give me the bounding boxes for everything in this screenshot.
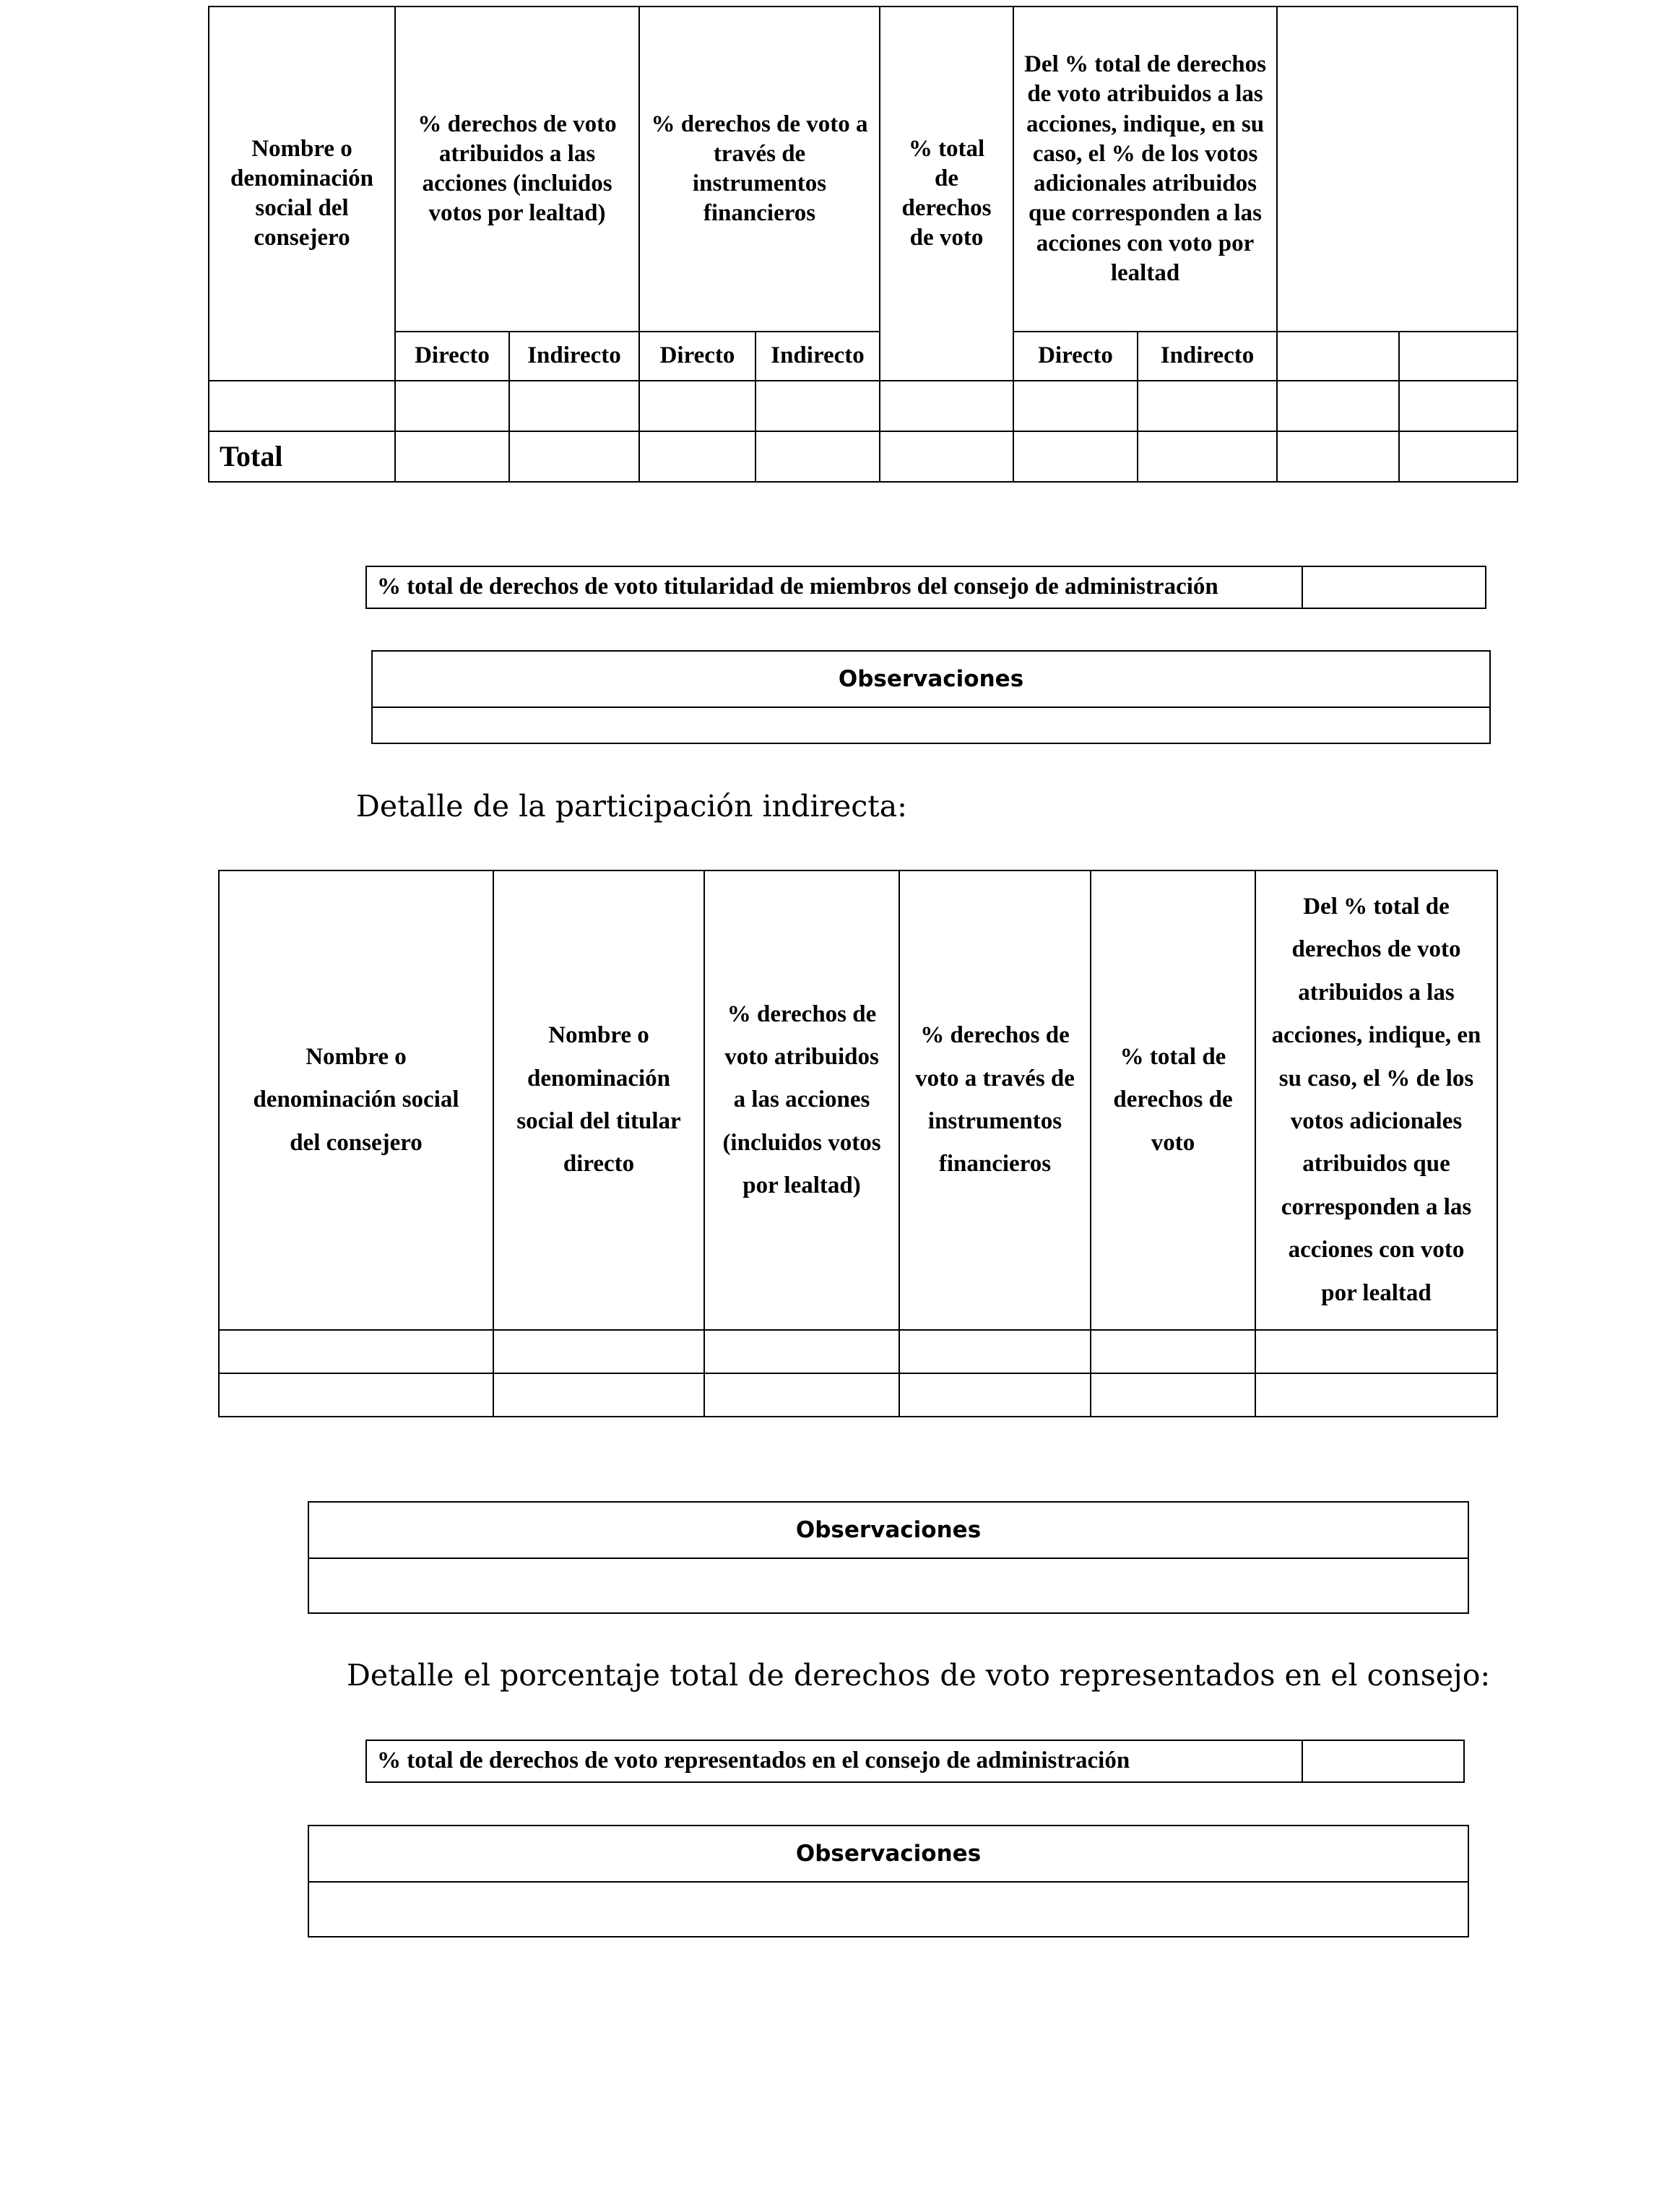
subheader-empty-2 [1399,332,1517,381]
cell [1013,381,1138,431]
cell [1138,381,1277,431]
cell [219,1330,493,1373]
observaciones-box-1 [371,650,1491,744]
board-voting-rights-table [208,6,1518,483]
indirect-detail-heading: Detalle de la participación indirecta: [356,789,907,824]
cell [509,381,639,431]
cell [1091,1373,1255,1417]
cell [1277,381,1399,431]
header-loyalty: Del % total de derechos de voto atribuidos a las acciones, indique, en su caso, el % de los votos adicionales atribuidos que corresponden a las acciones con voto por lealtad [1013,7,1277,332]
t2-header-actions: % derechos de voto atribuidos a las acciones (incluidos votos por lealtad) [704,870,899,1330]
cell [1399,431,1517,482]
cell [704,1373,899,1417]
cell [639,431,755,482]
cell [1277,431,1399,482]
table-row [209,381,1517,431]
t2-header-total: % total de derechos de voto [1091,870,1255,1330]
cell [704,1330,899,1373]
cell [899,1373,1091,1417]
t2-header-loyalty: Del % total de derechos de voto atribuidos a las acciones, indique, en su caso, el % de los votos adicionales atribuidos que corresponden a las acciones con voto por lealtad [1255,870,1497,1330]
total-label: Total [209,431,395,482]
board-total-value [1302,566,1486,608]
represented-total-voting-rights [365,1740,1465,1783]
header-empty [1277,7,1517,332]
observaciones-title: Observaciones [372,651,1490,707]
header-name: Nombre o denominación social del consejero [209,7,395,381]
subheader-indirecto-3: Indirecto [1138,332,1277,381]
t2-header-name: Nombre o denominación social del consejero [219,870,493,1330]
cell [219,1373,493,1417]
cell [1013,431,1138,482]
t2-header-holder: Nombre o denominación social del titular directo [493,870,704,1330]
represented-detail-heading: Detalle el porcentaje total de derechos de voto representados en el consejo: [347,1658,1491,1693]
indirect-participation-table [218,870,1498,1417]
cell [755,381,880,431]
cell [395,381,509,431]
cell [395,431,509,482]
subheader-indirecto-2: Indirecto [755,332,880,381]
board-total-label: % total de derechos de voto titularidad de miembros del consejo de administración [366,566,1302,608]
observaciones-box-2 [308,1501,1469,1614]
subheader-empty-1 [1277,332,1399,381]
cell [1138,431,1277,482]
header-direct-actions: % derechos de voto atribuidos a las acciones (incluidos votos por lealtad) [395,7,639,332]
cell [1399,381,1517,431]
observaciones-content [372,707,1490,743]
cell [1255,1373,1497,1417]
board-total-voting-rights [365,566,1486,609]
header-instruments: % derechos de voto a través de instrumentos financieros [639,7,880,332]
represented-total-label: % total de derechos de voto representados en el consejo de administración [366,1740,1302,1782]
table-row [219,1330,1497,1373]
cell [899,1330,1091,1373]
cell [1255,1330,1497,1373]
cell [1091,1330,1255,1373]
cell [880,381,1013,431]
cell [509,431,639,482]
total-row [209,431,1517,482]
header-total: % total de derechos de voto [880,7,1013,381]
cell [493,1330,704,1373]
table-row [219,1373,1497,1417]
observaciones-box-3 [308,1825,1469,1937]
observaciones-title: Observaciones [308,1502,1468,1558]
t2-header-instruments: % derechos de voto a través de instrumentos financieros [899,870,1091,1330]
represented-total-value [1302,1740,1464,1782]
observaciones-content [308,1558,1468,1613]
subheader-indirecto-1: Indirecto [509,332,639,381]
cell [880,431,1013,482]
cell [755,431,880,482]
cell [209,381,395,431]
observaciones-content [308,1882,1468,1937]
cell [493,1373,704,1417]
subheader-directo-3: Directo [1013,332,1138,381]
subheader-directo-2: Directo [639,332,755,381]
cell [639,381,755,431]
subheader-directo-1: Directo [395,332,509,381]
observaciones-title: Observaciones [308,1826,1468,1882]
